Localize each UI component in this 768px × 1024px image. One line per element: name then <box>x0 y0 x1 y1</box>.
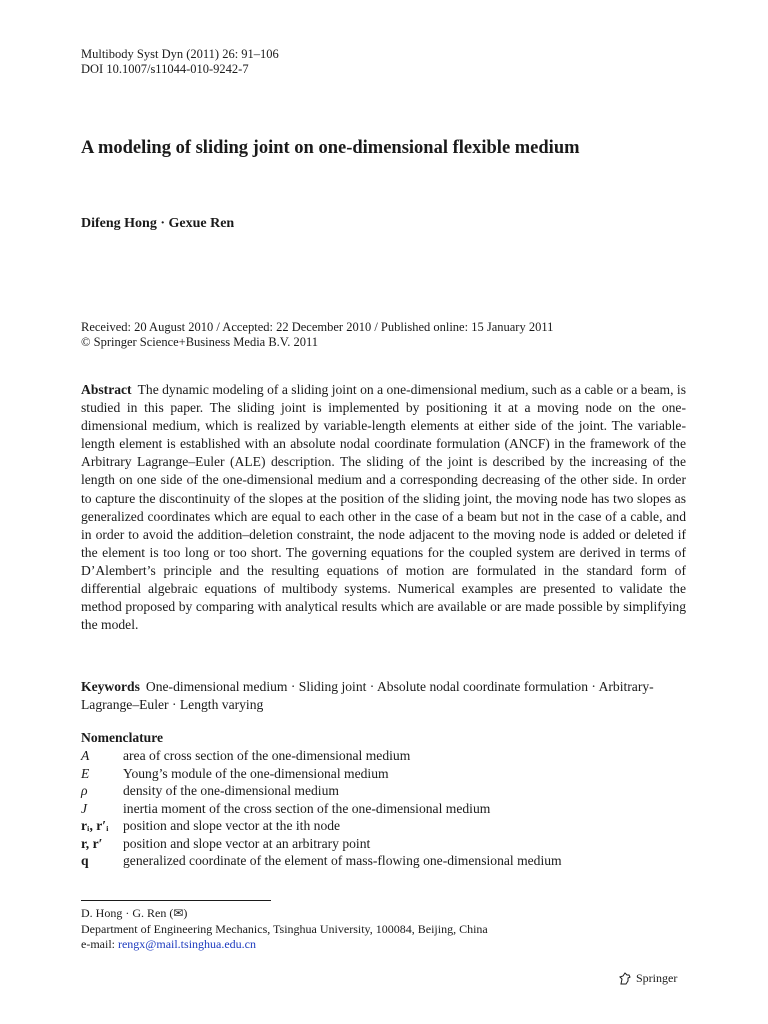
keywords-label: Keywords <box>81 679 140 694</box>
doi: DOI 10.1007/s11044-010-9242-7 <box>81 62 249 76</box>
footnote-email-line <box>81 937 488 953</box>
nomenclature-desc: density of the one-dimensional medium <box>123 783 339 798</box>
nomenclature-row <box>81 835 701 853</box>
nomenclature-symbol: A <box>81 748 90 763</box>
abstract-label: Abstract <box>81 382 132 397</box>
nomenclature-row <box>81 852 701 870</box>
nomenclature-desc: Young’s module of the one-dimensional medium <box>123 765 389 781</box>
publication-dates <box>81 320 553 350</box>
nomenclature-desc: position and slope vector at the ith node <box>123 818 341 833</box>
nomenclature-symbol: q <box>81 853 89 868</box>
keywords <box>81 678 686 714</box>
journal-header <box>81 47 279 77</box>
publisher-logo <box>618 971 677 986</box>
journal-citation: Multibody Syst Dyn (2011) 26: 91–106 <box>81 47 279 61</box>
copyright-line: © Springer Science+Business Media B.V. 2011 <box>81 335 319 349</box>
nomenclature-row <box>81 765 701 783</box>
nomenclature-row <box>81 782 701 800</box>
authors: Difeng Hong · Gexue Ren <box>81 216 235 231</box>
nomenclature-desc: inertia moment of the cross section of the one-dimensional medium <box>123 800 491 816</box>
nomenclature-symbol: J <box>81 800 88 816</box>
nomenclature-row <box>81 747 701 765</box>
footnote-affiliation: Department of Engineering Mechanics, Tsinghua University, 100084, Beijing, China <box>81 921 488 936</box>
nomenclature-desc: position and slope vector at an arbitrary point <box>123 835 371 851</box>
email-link[interactable]: rengx@mail.tsinghua.edu.cn <box>117 937 257 951</box>
nomenclature-symbol: E <box>81 765 90 781</box>
keywords-text: One-dimensional medium · Sliding joint · Absolute nodal coordinate formulation · Arbitrary-Lagrange–Euler · Length varying <box>81 679 654 713</box>
nomenclature-desc: generalized coordinate of the element of mass-flowing one-dimensional medium <box>123 853 562 868</box>
footnote-divider <box>81 900 271 901</box>
nomenclature-desc: area of cross section of the one-dimensional medium <box>123 748 411 763</box>
nomenclature-row <box>81 817 701 835</box>
email-label: e-mail: <box>81 937 115 951</box>
abstract <box>81 381 686 634</box>
footnote-authors: D. Hong · G. Ren (✉) <box>81 906 188 920</box>
springer-horse-icon <box>618 972 632 986</box>
nomenclature-row <box>81 800 701 818</box>
nomenclature-symbol: r, r′ <box>81 835 103 851</box>
nomenclature-symbol: ρ <box>81 783 88 798</box>
author-footnote <box>81 906 488 953</box>
received-line: Received: 20 August 2010 / Accepted: 22 December 2010 / Published online: 15 January 2011 <box>81 320 554 334</box>
publisher-name: Springer <box>636 971 678 985</box>
nomenclature-symbol: rᵢ, r′ᵢ <box>81 818 109 833</box>
abstract-text: The dynamic modeling of a sliding joint on a one-dimensional medium, such as a cable or a beam, is studied in this paper. The sliding joint is implemented by positioning it at a moving node on the one-dimensional medium, which is realized by variable-length elements at either side of the joint. The variable-length element is established with an absolute nodal coordinate formulation (ANCF) in the framework of the Arbitrary Lagrange–Euler (ALE) description. The sliding of the joint is described by the increasing of the length on one side of the one-dimensional medium and a corresponding decreasing of the other side. In order to capture the discontinuity of the slopes at the position of the sliding joint, the moving node has two slopes as generalized coordinates which are equal to each other in the case of a beam but not in the case of a cable, and in order to avoid the addition–deletion constraint, the node adjacent to the moving node is added or deleted if the element is too long or too short. The governing equations for the coupled system are derived in terms of D’Alembert’s principle and the resulting equations of motion are formulated in the standard form of differential algebraic equations of multibody systems. Numerical examples are presented to validate the method proposed by comparing with analytical results which are available or are made possible by simplifying the model. <box>81 382 686 633</box>
nomenclature <box>81 729 701 870</box>
nomenclature-title: Nomenclature <box>81 730 164 745</box>
paper-title: A modeling of sliding joint on one-dimensional flexible medium <box>81 138 580 158</box>
